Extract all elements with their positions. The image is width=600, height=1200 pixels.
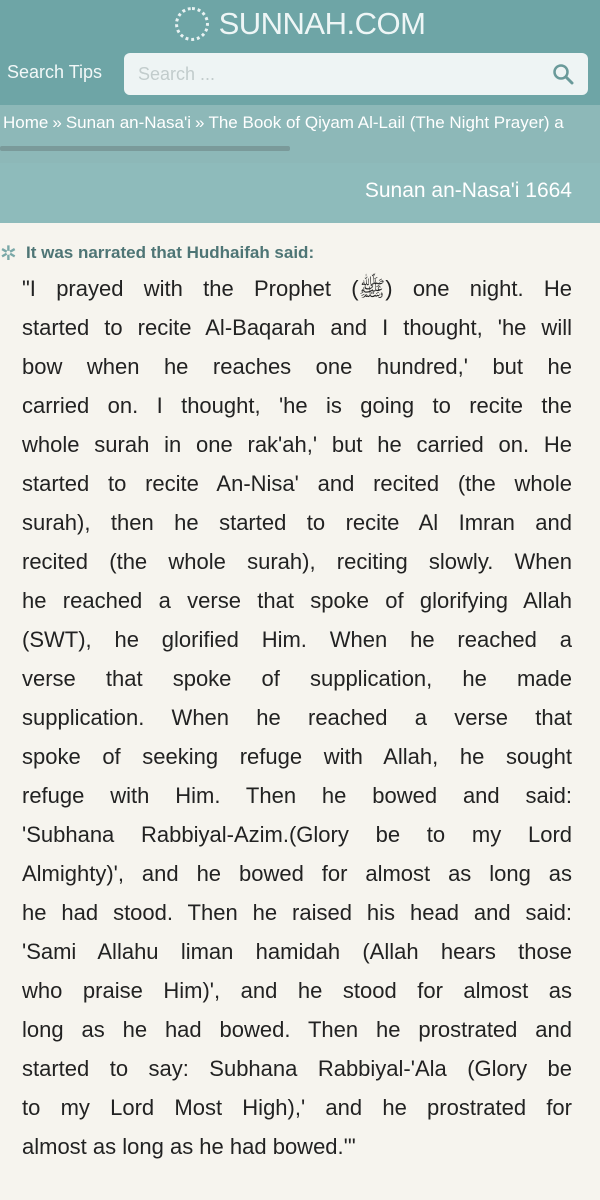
hadith-line: almost as long as he had bowed.'" bbox=[22, 1134, 356, 1159]
search-box bbox=[124, 53, 588, 95]
hadith-line: 'Subhana Rabbiyal-Azim.(Glory be to my Lord bbox=[22, 822, 572, 847]
logo-icon bbox=[175, 7, 209, 41]
site-header bbox=[0, 0, 600, 105]
hadith-line: (SWT), he glorified Him. When he reached a bbox=[22, 627, 572, 652]
hadith-line: long as he had bowed. Then he prostrated and bbox=[22, 1017, 572, 1042]
hadith-line: surah), then he started to recite Al Imran and bbox=[22, 510, 572, 535]
breadcrumb-collection[interactable]: Sunan an-Nasa'i bbox=[65, 113, 191, 132]
breadcrumb-separator: » bbox=[52, 113, 62, 132]
search-icon[interactable] bbox=[552, 63, 574, 85]
hadith-line: started to recite Al-Baqarah and I thought, 'he will bbox=[22, 315, 572, 340]
hadith-line: who praise Him)', and he stood for almost as bbox=[22, 978, 572, 1003]
hadith-line: he reached a verse that spoke of glorifying Allah bbox=[22, 588, 572, 613]
hadith-line: supplication. When he reached a verse that bbox=[22, 705, 572, 730]
hadith-line: verse that spoke of supplication, he made bbox=[22, 666, 572, 691]
hadith-line: to my Lord Most High),' and he prostrated for bbox=[22, 1095, 572, 1120]
logo[interactable] bbox=[0, 6, 600, 42]
hadith-line: 'Sami Allahu liman hamidah (Allah hears those bbox=[22, 939, 572, 964]
hadith-line: recited (the whole surah), reciting slowly. When bbox=[22, 549, 572, 574]
page-title: Sunan an-Nasa'i 1664 bbox=[0, 163, 600, 223]
ornament-icon: ✲ bbox=[0, 243, 17, 265]
search-input[interactable] bbox=[138, 64, 552, 85]
breadcrumb-scrollbar[interactable] bbox=[0, 146, 290, 151]
hadith-line: refuge with Him. Then he bowed and said: bbox=[22, 783, 572, 808]
hadith-line: started to say: Subhana Rabbiyal-'Ala (Glory be bbox=[22, 1056, 572, 1081]
narrator-text: It was narrated that Hudhaifah said: bbox=[26, 243, 315, 262]
breadcrumb-home[interactable]: Home bbox=[3, 113, 49, 132]
search-tips-link[interactable]: Search Tips bbox=[7, 62, 103, 82]
hadith-line: Almighty)', and he bowed for almost as long as bbox=[22, 861, 572, 886]
hadith-line: spoke of seeking refuge with Allah, he sought bbox=[22, 744, 572, 769]
hadith-line: bow when he reaches one hundred,' but he bbox=[22, 354, 572, 379]
breadcrumb-book[interactable]: The Book of Qiyam Al-Lail (The Night Prayer) a bbox=[208, 113, 564, 132]
hadith-text bbox=[22, 269, 572, 1166]
hadith-line: carried on. I thought, 'he is going to recite the bbox=[22, 393, 572, 418]
breadcrumb bbox=[0, 105, 600, 163]
hadith-line: whole surah in one rak'ah,' but he carried on. He bbox=[22, 432, 572, 457]
hadith-line: started to recite An-Nisa' and recited (the whole bbox=[22, 471, 572, 496]
hadith-line: "I prayed with the Prophet (ﷺ) one night. He bbox=[22, 276, 573, 301]
breadcrumb-separator: » bbox=[195, 113, 205, 132]
hadith-content bbox=[0, 223, 600, 1166]
logo-text: SUNNAH.COM bbox=[218, 6, 426, 41]
hadith-line: he had stood. Then he raised his head and said: bbox=[22, 900, 572, 925]
